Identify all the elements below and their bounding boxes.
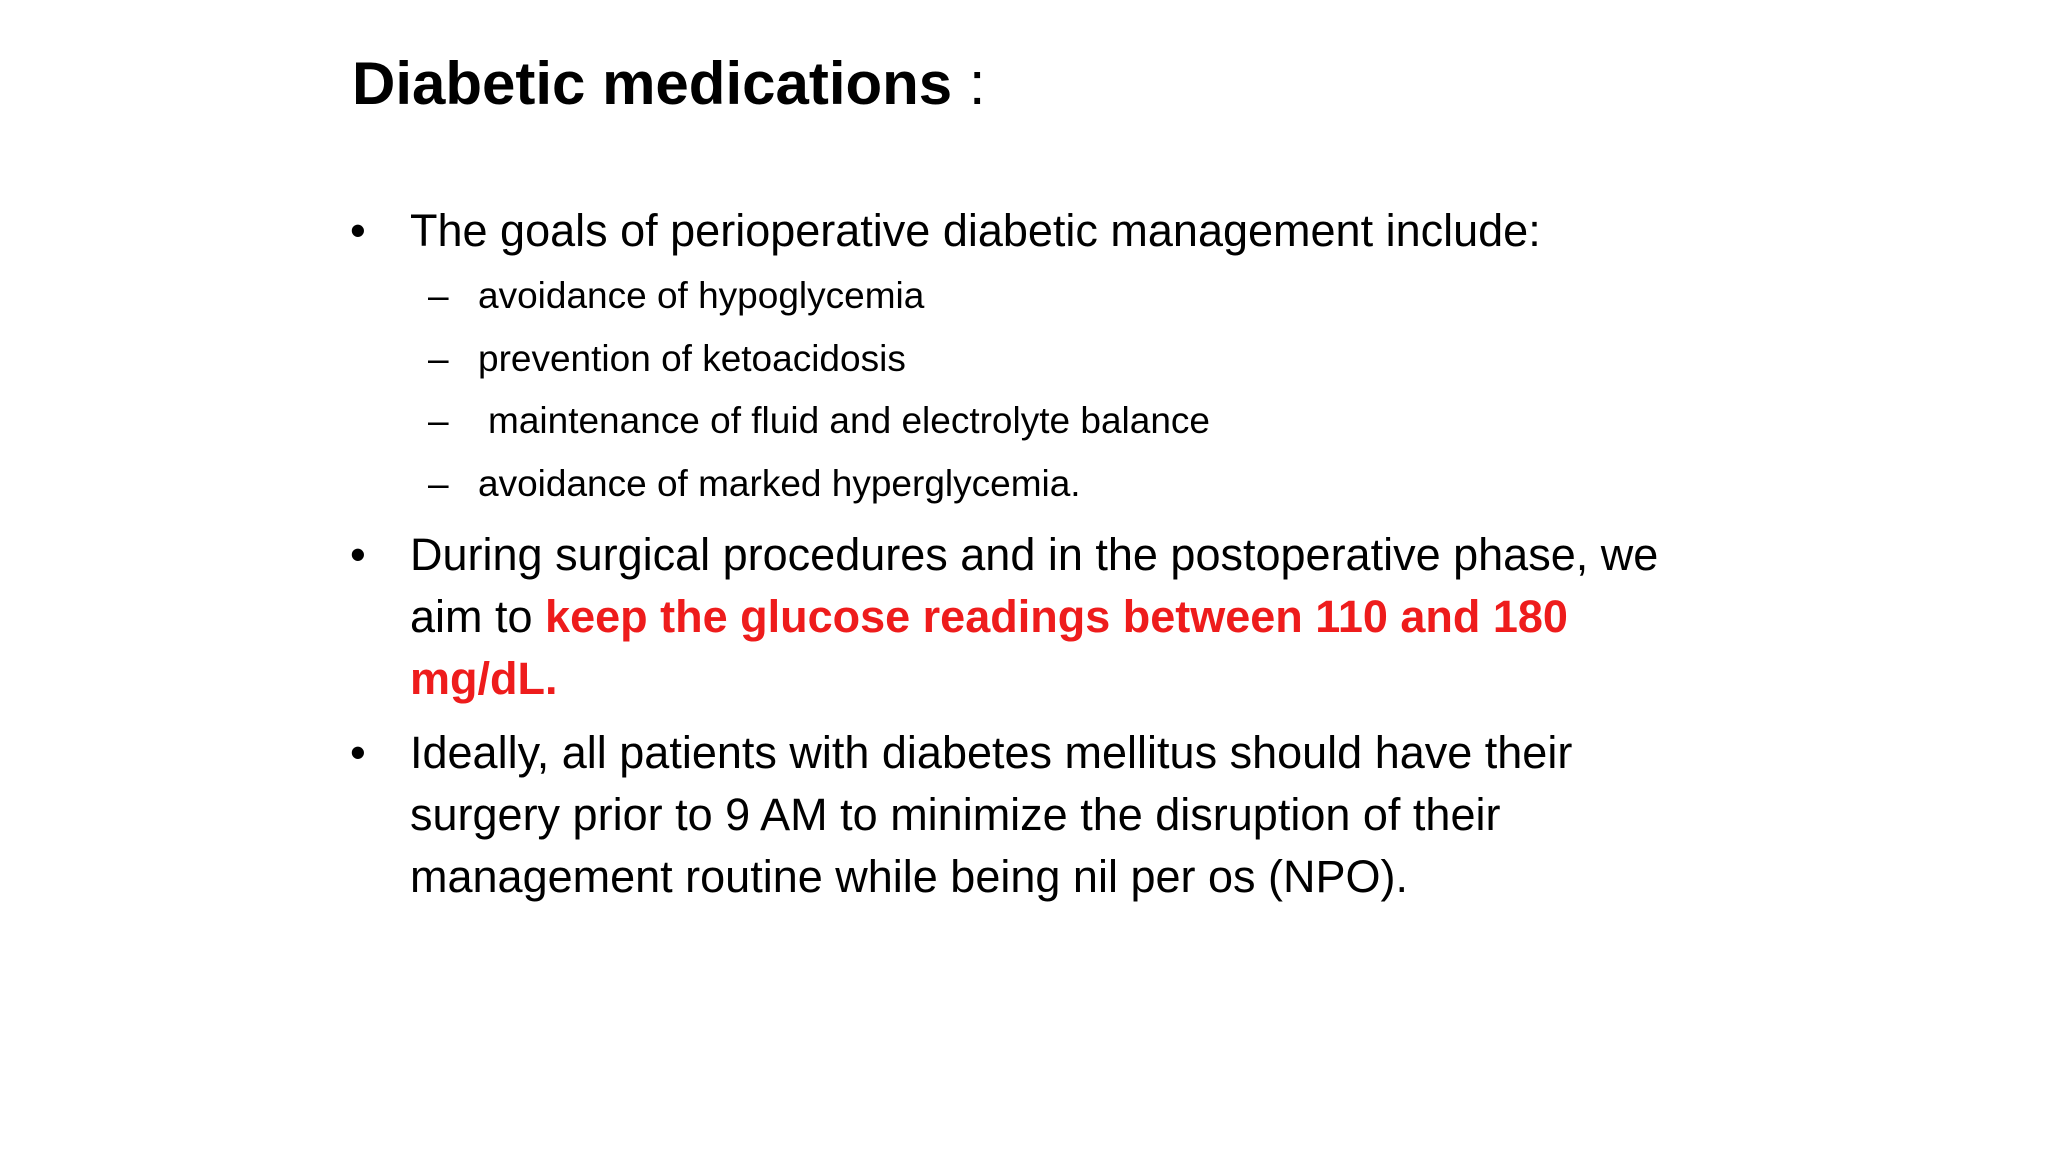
bullet-surgery-timing [350,722,1710,908]
glucose-highlight: keep the glucose readings between 110 and 180 mg/dL. [410,591,1568,704]
dash-icon: – [428,338,449,379]
bullet-text: Ideally, all patients with diabetes mellitus should have their surgery prior to 9 AM to minimize the disruption of their management routine while being nil per os (NPO). [410,727,1573,902]
bullet-text-lead: During surgical procedures and in the postoperative phase, we aim to [410,529,1659,642]
bullet-dot-icon: • [350,529,366,580]
bullet-dot-icon: • [350,205,366,256]
subitem-text: avoidance of hypoglycemia [478,275,925,316]
bullet-glucose-target [350,524,1710,710]
subitem-text: avoidance of marked hyperglycemia. [478,463,1081,504]
subitem-text: prevention of ketoacidosis [478,338,906,379]
title-text: Diabetic medications [352,50,953,117]
dash-icon: – [428,463,449,504]
dash-icon: – [428,400,449,441]
subitem-text: maintenance of fluid and electrolyte balance [488,400,1210,441]
bullet-dot-icon: • [350,727,366,778]
dash-icon: – [428,275,449,316]
bullet-text [410,524,1710,710]
bullet-text: The goals of perioperative diabetic management include: [410,205,1541,256]
title-colon: : [952,50,986,117]
bullet-goals [350,200,1710,262]
slide-title [352,48,986,120]
